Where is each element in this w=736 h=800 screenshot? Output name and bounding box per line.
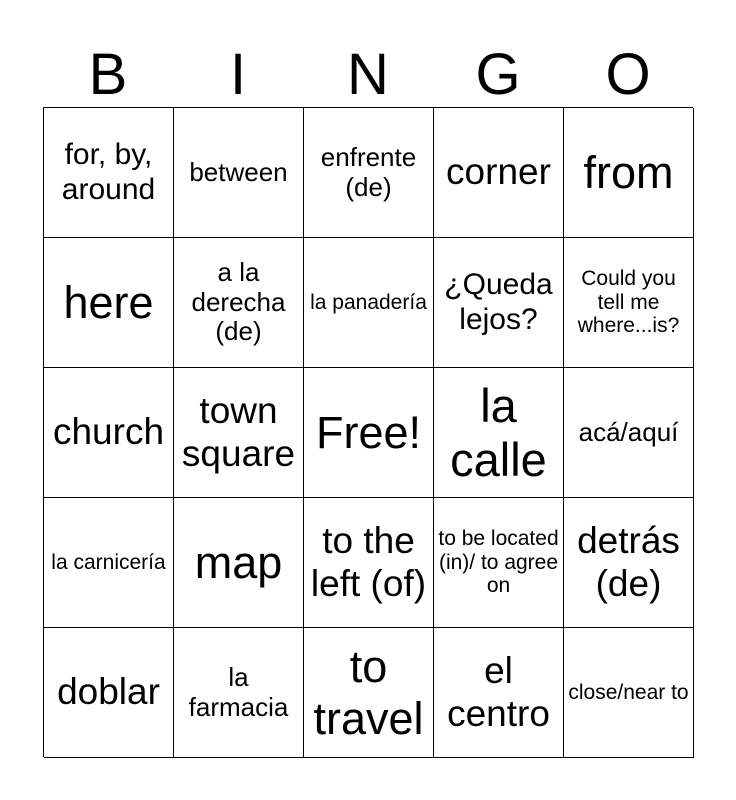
header-letter-i: I	[229, 42, 247, 107]
bingo-cell[interactable]: here	[44, 238, 174, 368]
bingo-cell[interactable]: a la derecha (de)	[174, 238, 304, 368]
bingo-board	[43, 107, 693, 757]
bingo-cell[interactable]: map	[174, 498, 304, 628]
bingo-cell[interactable]: acá/aquí	[564, 368, 694, 498]
bingo-cell[interactable]: from	[564, 108, 694, 238]
bingo-cell[interactable]: for, by, around	[44, 108, 174, 238]
bingo-cell[interactable]: to travel	[304, 628, 434, 758]
bingo-cell[interactable]: la farmacia	[174, 628, 304, 758]
bingo-cell[interactable]: ¿Queda lejos?	[434, 238, 564, 368]
header-letter-o: O	[605, 42, 651, 107]
bingo-cell[interactable]: Could you tell me where...is?	[564, 238, 694, 368]
bingo-cell[interactable]: church	[44, 368, 174, 498]
header-letter-n: N	[347, 42, 389, 107]
bingo-cell[interactable]: la calle	[434, 368, 564, 498]
bingo-cell[interactable]: detrás (de)	[564, 498, 694, 628]
header-letter-g: G	[475, 42, 521, 107]
bingo-cell[interactable]: el centro	[434, 628, 564, 758]
bingo-cell free-space[interactable]: Free!	[304, 368, 434, 498]
bingo-cell[interactable]: close/near to	[564, 628, 694, 758]
bingo-cell[interactable]: to the left (of)	[304, 498, 434, 628]
bingo-cell[interactable]: enfrente (de)	[304, 108, 434, 238]
bingo-cell[interactable]: corner	[434, 108, 564, 238]
header-letter-b: B	[88, 42, 128, 107]
bingo-cell[interactable]: between	[174, 108, 304, 238]
bingo-cell[interactable]: to be located (in)/ to agree on	[434, 498, 564, 628]
bingo-cell[interactable]: la carnicería	[44, 498, 174, 628]
bingo-cell[interactable]: doblar	[44, 628, 174, 758]
bingo-cell[interactable]: town square	[174, 368, 304, 498]
bingo-header	[43, 42, 693, 108]
bingo-cell[interactable]: la panadería	[304, 238, 434, 368]
